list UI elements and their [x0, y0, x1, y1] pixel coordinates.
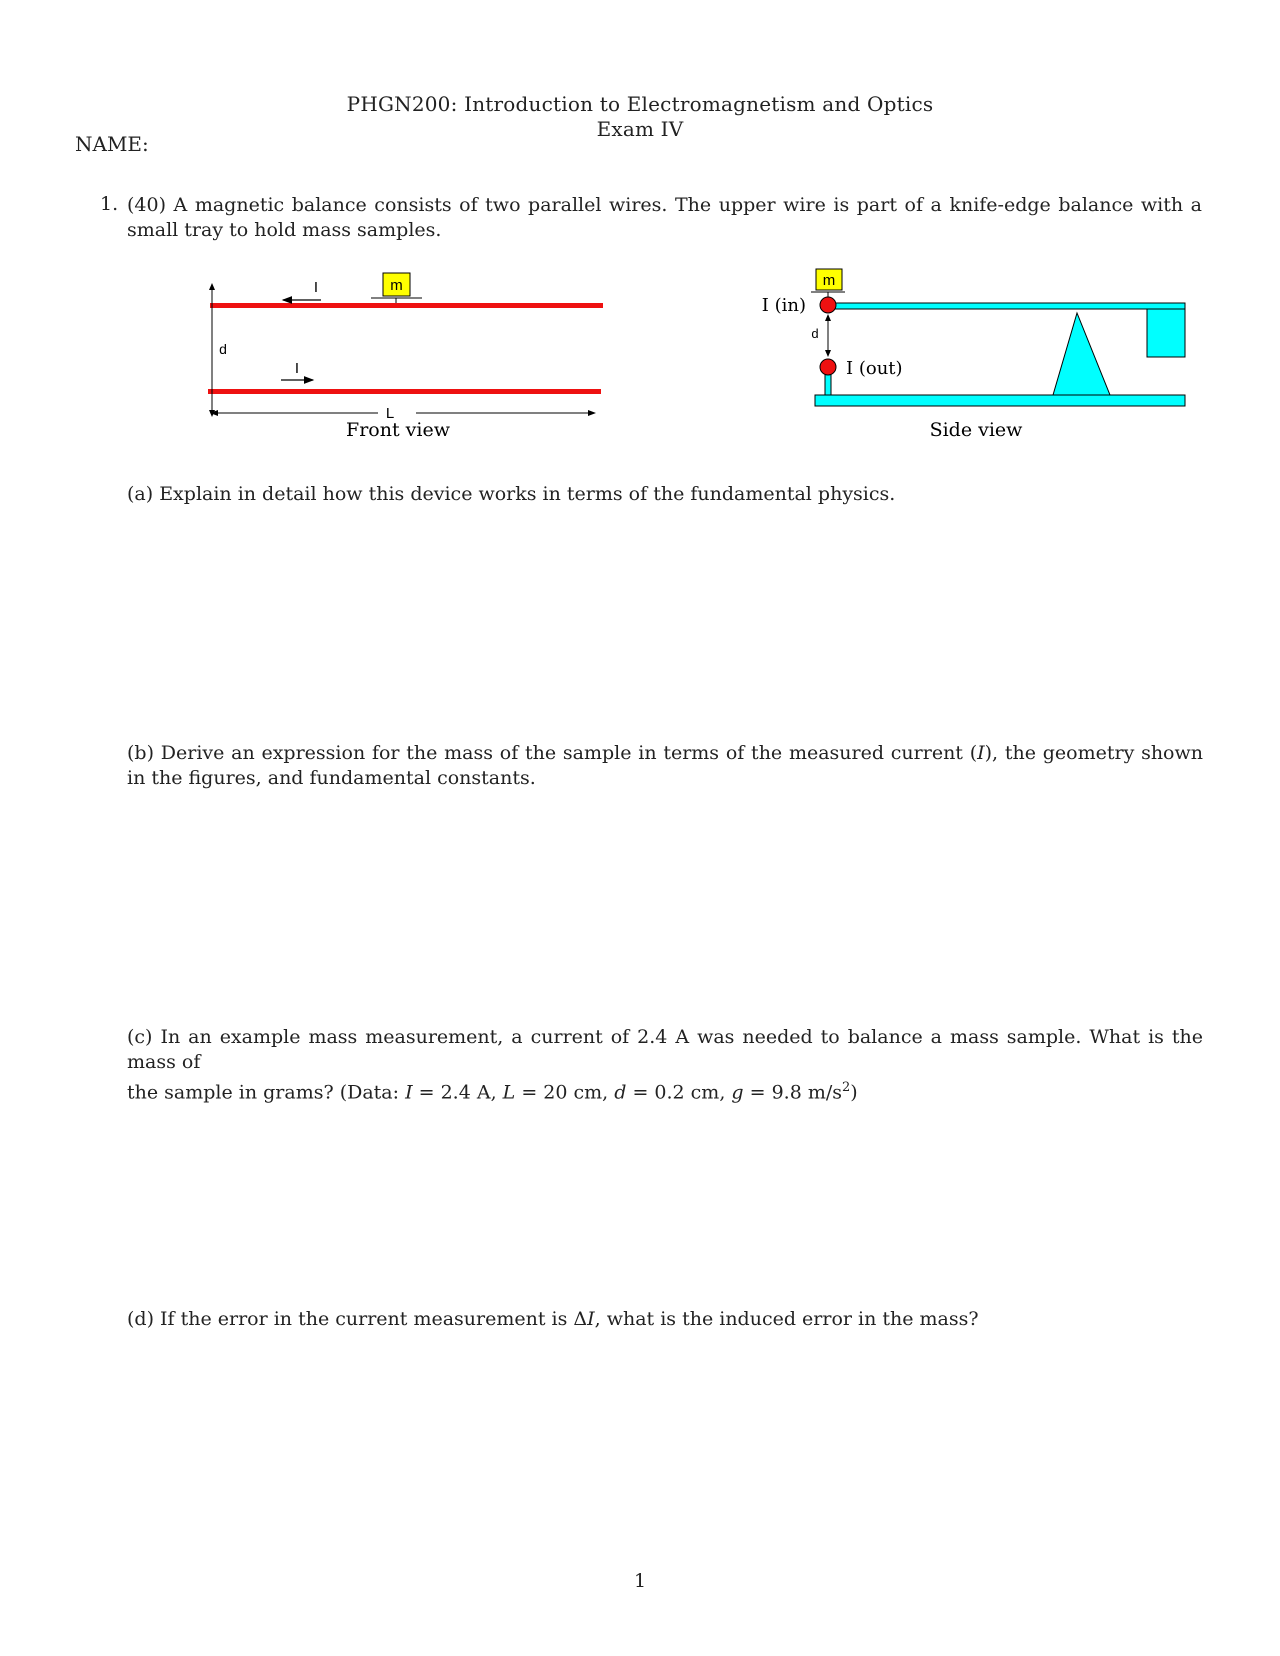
side-current-in-label: I (in): [761, 295, 806, 316]
front-lower-wire: [208, 389, 601, 394]
question-text: (40) A magnetic balance consists of two parallel wires. The upper wire is part of a knife-edge balance with a small tray to hold mass samples.: [127, 194, 1202, 241]
part-b-post: ), the geometry shown in the figures, and fundamental constants.: [127, 742, 1204, 789]
side-upper-wire: [820, 297, 836, 313]
side-beam: [833, 303, 1185, 309]
side-mass-label: m: [822, 272, 836, 289]
side-view-diagram: [762, 269, 1185, 441]
course-title: PHGN200: Introduction to Electromagnetism and Optics: [346, 92, 934, 116]
front-separation-label: d: [219, 341, 227, 357]
part-c-d-var: d: [614, 1081, 627, 1104]
part-c-g-exp: 2: [842, 1080, 851, 1095]
side-counterweight: [1147, 309, 1185, 357]
front-mass-label: m: [390, 277, 403, 294]
part-c-I-val: = 2.4 A,: [412, 1081, 503, 1104]
part-d-delta: Δ: [573, 1308, 588, 1330]
part-c: [127, 1025, 1203, 1105]
front-upper-current-label: I: [313, 279, 319, 296]
part-c-line1: (c) In an example mass measurement, a current of 2.4 A was needed to balance a mass sample. What is the mass of: [127, 1026, 1203, 1073]
part-d-var: I: [587, 1308, 595, 1330]
part-a: (a) Explain in detail how this device works in terms of the fundamental physics.: [127, 483, 896, 505]
part-d-pre: (d) If the error in the current measurement is: [127, 1308, 574, 1330]
part-d: [127, 1307, 1203, 1332]
part-b: [127, 741, 1203, 791]
front-upper-wire: [210, 303, 603, 308]
side-view-caption: Side view: [929, 419, 1023, 441]
front-view-caption: Front view: [346, 419, 450, 441]
side-separation-label: d: [811, 326, 819, 341]
part-c-L-var: L: [502, 1081, 516, 1104]
side-separation-arrow-up: [825, 314, 831, 321]
part-b-var: I: [977, 742, 985, 764]
part-d-post: , what is the induced error in the mass?: [594, 1308, 979, 1330]
part-c-close: ): [850, 1081, 858, 1104]
front-separation-arrow-up: [209, 283, 215, 290]
side-separation-arrow-down: [825, 350, 831, 357]
side-base: [815, 395, 1185, 406]
side-current-out-label: I (out): [846, 358, 903, 379]
magnetic-balance-figure: [0, 0, 1280, 460]
front-lower-current-label: I: [294, 360, 300, 377]
front-length-arrow-right: [588, 410, 596, 416]
part-c-line2-pre: the sample in grams? (Data:: [127, 1081, 406, 1104]
part-c-line2: [127, 1075, 1203, 1105]
front-length-label: L: [385, 405, 395, 422]
question-number: 1.: [100, 193, 119, 215]
front-view-diagram: [208, 273, 603, 441]
page-number: 1: [633, 1570, 647, 1592]
part-c-d-val: = 0.2 cm,: [626, 1081, 732, 1104]
name-label: NAME:: [75, 132, 149, 156]
part-c-L-val: = 20 cm,: [515, 1081, 615, 1104]
part-b-pre: (b) Derive an expression for the mass of the sample in terms of the measured current (: [127, 742, 978, 764]
side-fulcrum: [1053, 313, 1110, 395]
part-c-g-val: = 9.8 m/s: [743, 1081, 843, 1104]
side-lower-wire: [820, 359, 836, 375]
exam-title: Exam IV: [596, 117, 684, 141]
part-c-g-var: g: [731, 1081, 744, 1104]
part-c-I-var: I: [405, 1081, 413, 1104]
